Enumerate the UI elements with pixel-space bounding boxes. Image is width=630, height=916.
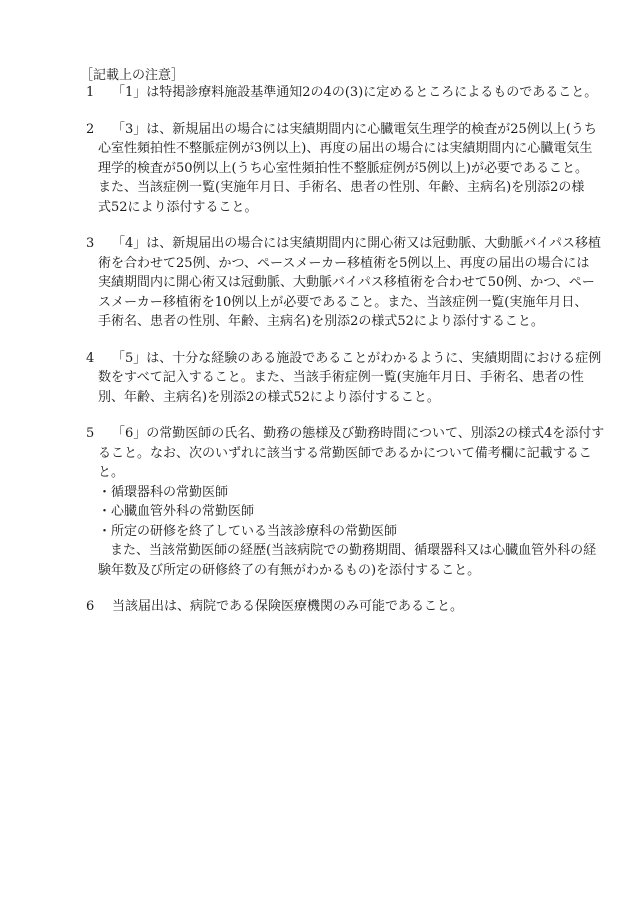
note-text-line: 「1」は特掲診療料施設基準通知2の4の(3)に定めるところによるものであること。 — [112, 85, 598, 100]
note-item — [86, 349, 602, 408]
note-number: 6 — [86, 599, 95, 614]
note-text-line: 験年数及び所定の研修終了の有無がわかるもの)を添付すること。 — [98, 562, 481, 578]
note-text-line: 「5」は、十分な経験のある施設であることがわかるように、実績期間における症例 — [112, 350, 602, 366]
note-text-line: 実績期間内に開心術又は冠動脈、大動脈バイパス移植術を合わせて50例、かつ、ペー — [98, 275, 595, 290]
note-item — [86, 234, 602, 332]
note-text-line: 「3」は、新規届出の場合には実績期間内に心臓電気生理学的検査が25例以上(うち — [112, 121, 597, 137]
note-text-line: 当該届出は、病院である保険医療機関のみ可能であること。 — [112, 599, 464, 614]
note-text-line: と。 — [98, 465, 125, 480]
note-text-line: スメーカー移植術を10例以上が必要であること。また、当該症例一覧(実施年月日、 — [98, 294, 588, 310]
note-number: 3 — [86, 236, 95, 251]
bullet-line: ・所定の研修を終了している当該診療科の常勤医師 — [98, 523, 398, 539]
note-item — [86, 597, 566, 617]
note-text-line: ること。なお、次のいずれに該当する常勤医師であるかについて備考欄に記載するこ — [98, 445, 592, 461]
note-text-line: 手術名、患者の性別、年齢、主病名)を別添2の様式52により添付すること。 — [98, 314, 544, 329]
note-item — [86, 120, 597, 218]
note-number: 2 — [86, 121, 95, 137]
note-text-line: 「4」は、新規届出の場合には実績期間内に開心術又は冠動脈、大動脈バイパス移植 — [112, 236, 602, 251]
note-item — [86, 424, 605, 580]
note-number: 5 — [86, 426, 95, 441]
note-number: 4 — [86, 350, 95, 366]
note-text-line: また、当該症例一覧(実施年月日、手術名、患者の性別、年齢、主病名)を別添2の様 — [98, 180, 585, 195]
note-text-line: 理学的検査が50例以上(うち心室性頻拍性不整脈症例が5例以上)が必要であること。 — [98, 160, 588, 176]
note-text-line: 数をすべて記入すること。また、当該手術症例一覧(実施年月日、手術名、患者の性 — [98, 370, 584, 385]
note-text-line: 心室性頻拍性不整脈症例が3例以上)、再度の届出の場合には実績期間内に心臓電気生 — [98, 141, 593, 156]
bullet-line: ・循環器科の常勤医師 — [98, 484, 229, 500]
notes-list — [86, 83, 605, 634]
note-number: 1 — [86, 85, 95, 100]
note-text-line: 式52により添付すること。 — [98, 199, 258, 215]
note-text-line: 「6」の常勤医師の氏名、勤務の態様及び勤務時間について、別添2の様式4を添付す — [112, 426, 605, 441]
note-text-line: 術を合わせて25例、かつ、ペースメーカー移植術を5例以上、再度の届出の場合には — [98, 255, 590, 271]
note-item — [86, 83, 598, 103]
note-text-line: また、当該常勤医師の経歴(当該病院での勤務期間、循環器科又は心臓血管外科の経 — [110, 543, 597, 558]
note-text-line: 別、年齢、主病名)を別添2の様式52により添付すること。 — [98, 389, 440, 405]
bullet-line: ・心臓血管外科の常勤医師 — [98, 504, 255, 519]
section-heading: ［記載上の注意］ — [80, 68, 185, 83]
